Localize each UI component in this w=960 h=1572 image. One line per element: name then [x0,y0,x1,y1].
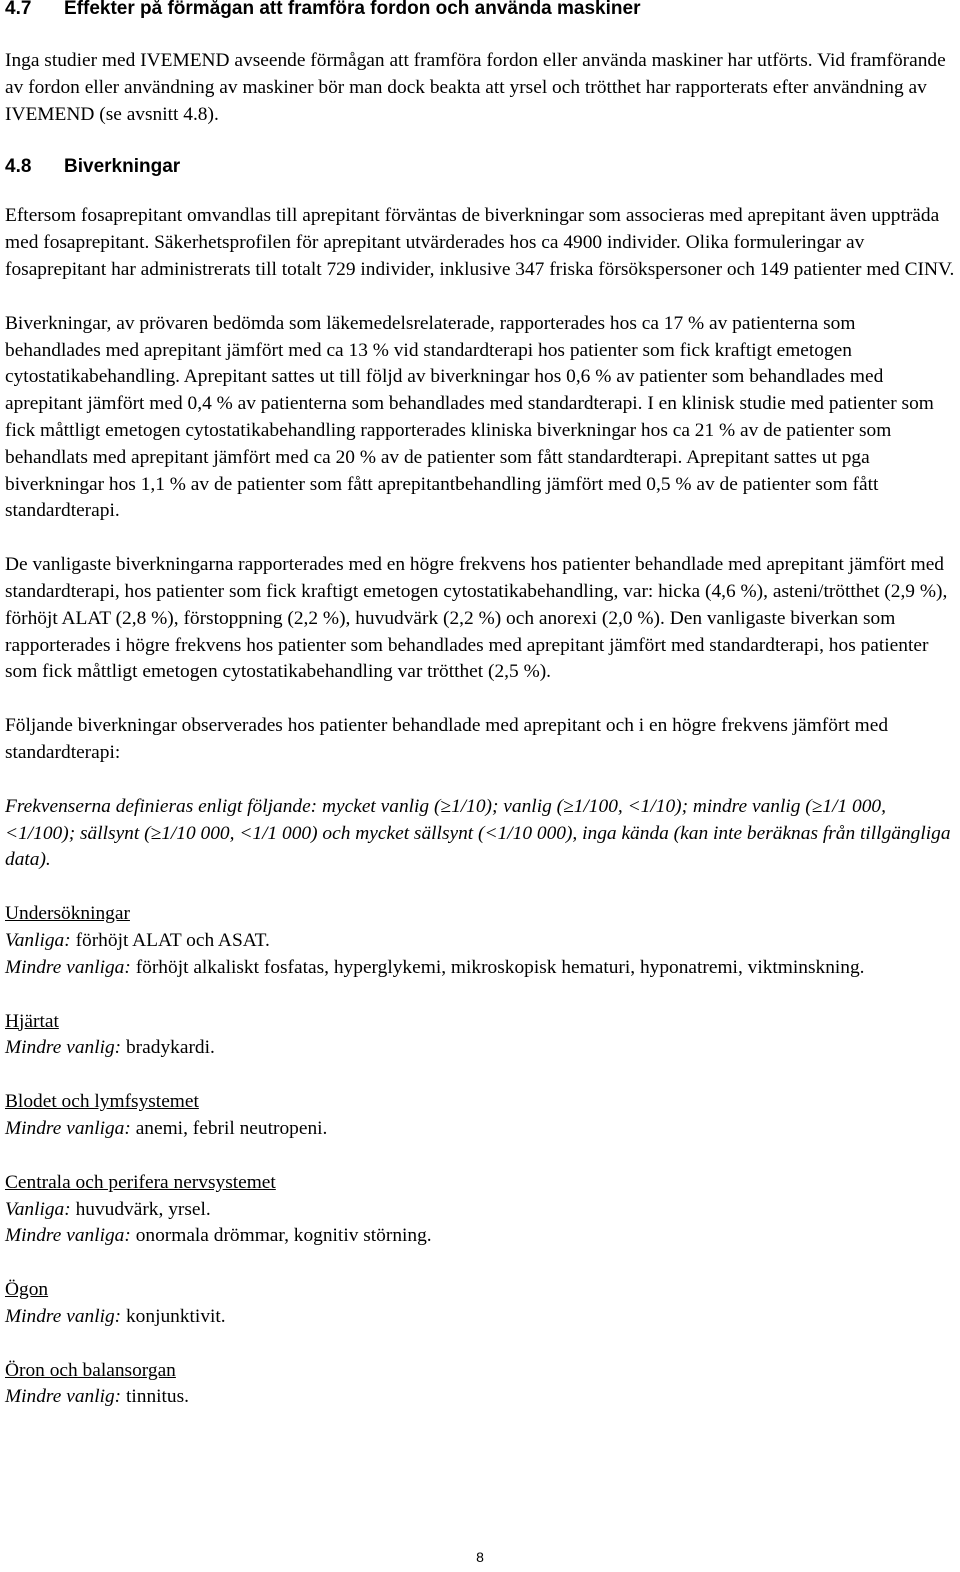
group-nervsystemet [5,1170,955,1250]
paragraph: De vanligaste biverkningarna rapporterades med en högre frekvens hos patienter behandlade med aprepitant jämfört med standardterapi, hos patienter som fick kraftigt emetogen cytostatikabehandling, var: hicka (4,6 %), asteni/trötthet (2,9 %), förhöjt ALAT (2,8 %), förstoppning (2,2 %), huvudvärk (2,2 %) och anorexi (2,0 %). Den vanligaste biverkan som rapporterades i högre frekvens hos patienter som behandlades med aprepitant jämfört med standardterapi, hos patienter som fick måttligt emetogen cytostatikabehandling var trötthet (2,5 %). [5,554,948,683]
group-undersokningar [5,901,955,981]
group-heading: Undersökningar [5,903,130,925]
frequency-label: Mindre vanliga: [5,956,131,978]
group-heading: Öron och balansorgan [5,1359,176,1381]
group-heading: Ögon [5,1279,49,1301]
frequency-label: Vanliga: [5,1198,71,1220]
frequency-text: förhöjt ALAT och ASAT. [70,929,270,951]
frequency-text: anemi, febril neutropeni. [130,1117,328,1139]
frequency-text: konjunktivit. [121,1305,226,1327]
group-blodet [5,1089,955,1143]
section-heading-4-7 [5,0,955,20]
group-heading: Hjärtat [5,1010,59,1032]
group-heading: Blodet och lymfsystemet [5,1091,199,1113]
frequency-text: huvudvärk, yrsel. [70,1198,211,1220]
section-title: Effekter på förmågan att framföra fordon och använda maskiner [64,0,641,19]
section-number: 4.7 [5,0,32,19]
group-row [5,1197,955,1224]
frequency-text: onormala drömmar, kognitiv störning. [130,1225,432,1247]
frequency-text: tinnitus. [121,1386,190,1408]
group-row [5,1384,955,1411]
section-title: Biverkningar [64,156,181,178]
frequency-text: bradykardi. [121,1037,215,1059]
group-row [5,1223,955,1250]
group-heading: Centrala och perifera nervsystemet [5,1171,276,1193]
group-oron [5,1358,955,1412]
frequency-text: förhöjt alkaliskt fosfatas, hyperglykemi, mikroskopisk hematuri, hyponatremi, viktminskning. [130,956,865,978]
group-row [5,928,955,955]
frequency-label: Mindre vanliga: [5,1117,131,1139]
group-row [5,1304,955,1331]
section-number: 4.8 [5,156,32,178]
frequency-label: Mindre vanlig: [5,1037,122,1059]
frequency-label: Mindre vanlig: [5,1386,122,1408]
page-number: 8 [476,1549,484,1565]
paragraph: Följande biverkningar observerades hos patienter behandlade med aprepitant och i en högre frekvens jämfört med standardterapi: [5,715,889,763]
document-page [5,0,955,1411]
section-heading-4-8 [5,156,955,178]
paragraph: Biverkningar, av prövaren bedömda som läkemedelsrelaterade, rapporterades hos ca 17 % av patienterna som behandlades med aprepitant jämfört med ca 13 % vid standardterapi hos patienter som fick kraftigt emetogen cytostatikabehandling. Aprepitant sattes ut till följd av biverkningar hos 0,6 % av patienter som behandlades med aprepitant jämfört med 0,4 % av patienterna som behandlades med standardterapi. I en klinisk studie med patienter som fick måttligt emetogen cytostatikabehandling rapporterades kliniska biverkningar hos ca 21 % av de patienter som behandlats med aprepitant jämfört med ca 20 % av de patienter som fått standardterapi. Aprepitant sattes ut pga biverkningar hos 1,1 % av de patienter som fått aprepitantbehandling jämfört med 0,5 % av de patienter som fått standardterapi. [5,312,934,522]
frequency-label: Mindre vanlig: [5,1305,122,1327]
frequency-note: Frekvenserna definieras enligt följande: mycket vanlig (≥1/10); vanlig (≥1/100, <1/10); mindre vanlig (≥1/1 000, <1/100); sällsynt (≥1/10 000, <1/1 000) och mycket sällsynt (<1/10 000), inga kända (kan inte beräknas från tillgängliga data). [5,795,951,871]
group-ogon [5,1277,955,1331]
paragraph: Inga studier med IVEMEND avseende förmågan att framföra fordon eller använda maskiner har utförts. Vid framförande av fordon eller användning av maskiner bör man dock beakta att yrsel och trötthet har rapporterats efter användning av IVEMEND (se avsnitt 4.8). [5,50,946,125]
group-hjartat [5,1009,955,1063]
frequency-label: Mindre vanliga: [5,1225,131,1247]
frequency-label: Vanliga: [5,929,71,951]
paragraph: Eftersom fosaprepitant omvandlas till aprepitant förväntas de biverkningar som associeras med aprepitant även uppträda med fosaprepitant. Säkerhetsprofilen för aprepitant utvärderades hos ca 4900 individer. Olika formuleringar av fosaprepitant har administrerats till totalt 729 individer, inklusive 347 friska försökspersoner och 149 patienter med CINV. [5,205,955,280]
group-row [5,955,955,982]
group-row [5,1035,955,1062]
group-row [5,1116,955,1143]
